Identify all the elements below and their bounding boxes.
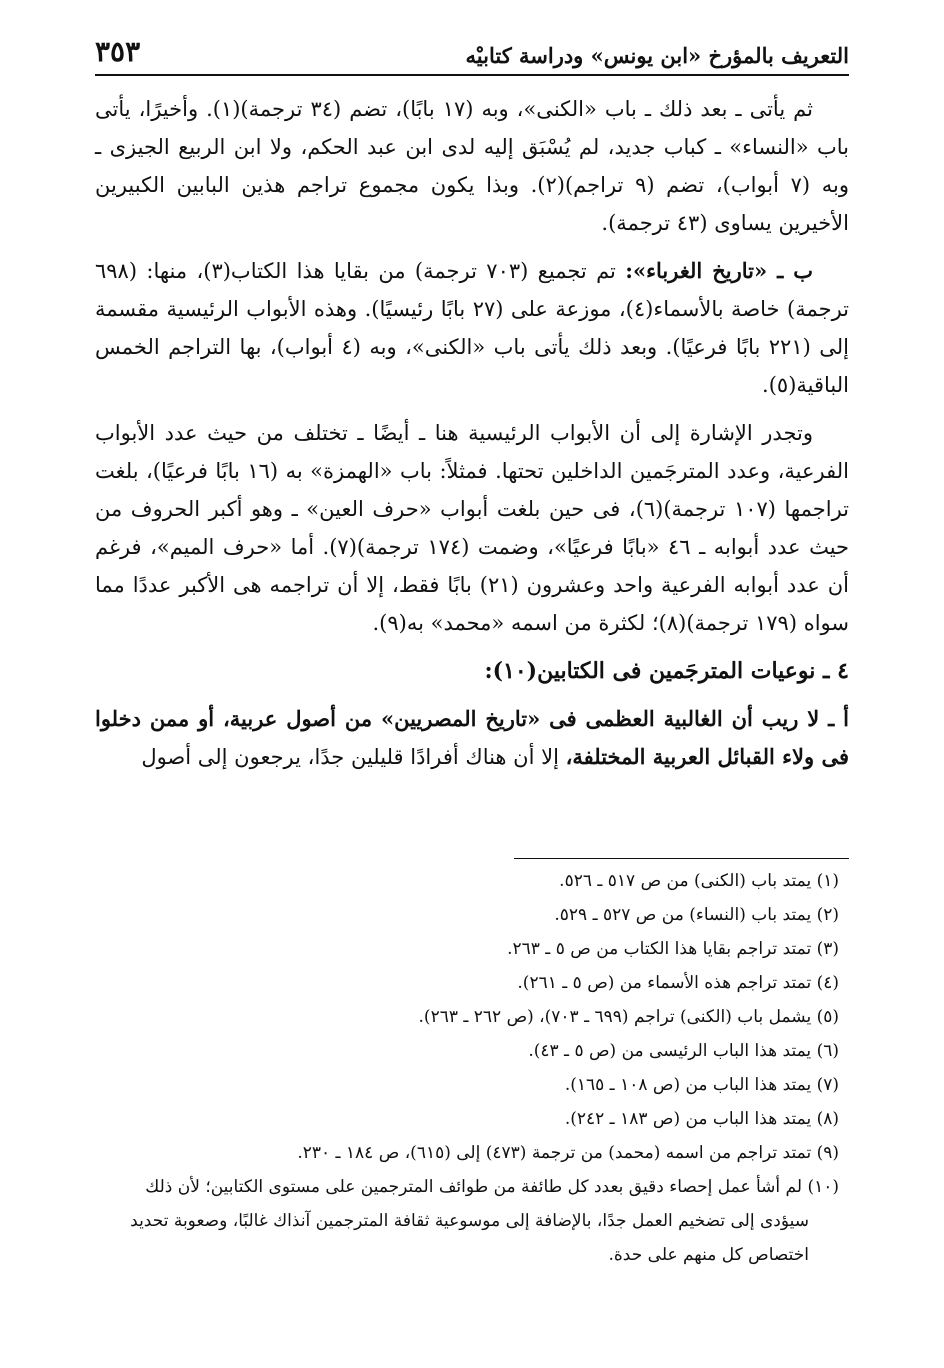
main-text: [95, 90, 849, 786]
paragraph-1: ثم يأتى ـ بعد ذلك ـ باب «الكنى»، وبه (١٧ بابًا)، تضم (٣٤ ترجمة)(١). وأخيرًا، يأتى باب «النساء» ـ كباب جديد، لم يُسْبَق إليه لدى ابن عبد الحكم، ولا ابن الربيع الجيزى ـ وبه (٧ أبواب)، تضم (٩ تراجم)(٢). وبذا يكون مجموع تراجم هذين البابين الكبيرين الأخيرين يساوى (٤٣ ترجمة).: [95, 97, 849, 235]
paragraph-4: [95, 700, 849, 776]
section-heading: ٤ ـ نوعيات المترجَمين فى الكتابين(١٠):: [484, 658, 849, 684]
footnote: (٣) تمتد تراجم بقايا هذا الكتاب من ص ٥ ـ ٢٦٣.: [507, 939, 839, 959]
footnote-separator: [514, 858, 849, 859]
footnote: (٥) يشمل باب (الكنى) تراجم (٦٩٩ ـ ٧٠٣)، (ص ٢٦٢ ـ ٢٦٣).: [418, 1007, 839, 1027]
paragraph-2-text: تم تجميع (٧٠٣ ترجمة) من بقايا هذا الكتاب(٣)، منها: (٦٩٨ ترجمة) خاصة بالأسماء(٤)، موزعة على (٢٧ بابًا رئيسيًا). وهذه الأبواب الرئيسية مقسمة إلى (٢٢١ بابًا فرعيًا). وبعد ذلك يأتى باب «الكنى»، وبه (٤ أبواب)، بها التراجم الخمس الباقية(٥).: [95, 259, 850, 397]
footnote: (٨) يمتد هذا الباب من (ص ١٨٣ ـ ٢٤٢).: [564, 1109, 839, 1129]
footnote: (٧) يمتد هذا الباب من (ص ١٠٨ ـ ١٦٥).: [564, 1075, 839, 1095]
page-number: ٣٥٣: [95, 35, 141, 68]
footnote: (٩) تمتد تراجم من اسمه (محمد) من ترجمة (٤٧٣) إلى (٦١٥)، ص ١٨٤ ـ ٢٣٠.: [297, 1143, 839, 1163]
paragraph-2: [95, 252, 849, 404]
paragraph-4-lead: أ ـ لا ريب أن الغالبية العظمى فى «تاريخ المصريين» من أصول عربية، أو ممن دخلوا فى ولاء القبائل العربية المختلفة،: [95, 706, 849, 769]
footnote: (٦) يمتد هذا الباب الرئيسى من (ص ٥ ـ ٤٣).: [528, 1041, 839, 1061]
running-title: التعريف بالمؤرخ «ابن يونس» ودراسة كتابيْه: [465, 43, 849, 68]
page-header: [95, 30, 849, 76]
footnote: (١٠) لم أشأ عمل إحصاء دقيق بعدد كل طائفة من طوائف المترجمين على مستوى الكتابين؛ لأن ذلك سيؤدى إلى تضخيم العمل جدًا، بالإضافة إلى موسوعية ثقافة المترجمين آنذاك غالبًا، وصعوبة تحديد اختصاص كل منهم على حدة.: [130, 1177, 839, 1265]
paragraph-4-text: إلا أن هناك أفرادًا قليلين جدًا، يرجعون إلى أصول: [141, 745, 566, 769]
paragraph-3: وتجدر الإشارة إلى أن الأبواب الرئيسية هنا ـ أيضًا ـ تختلف من حيث عدد الأبواب الفرعية، وعدد المترجَمين الداخلين تحتها. فمثلاً: باب «الهمزة» به (١٦ بابًا فرعيًا)، بلغت تراجمها (١٠٧ ترجمة)(٦)، فى حين بلغت أبواب «حرف العين» ـ وهو أكبر الحروف من حيث عدد أبوابه ـ ٤٦ «بابًا فرعيًا»، وضمت (١٧٤ ترجمة)(٧). أما «حرف الميم»، فرغم أن عدد أبوابه الفرعية واحد وعشرون (٢١) بابًا فقط، إلا أن تراجمه هى الأكبر عددًا مما سواه (١٧٩ ترجمة)(٨)؛ لكثرة من اسمه «محمد» به(٩).: [95, 421, 850, 635]
footnote: (١) يمتد باب (الكنى) من ص ٥١٧ ـ ٥٢٦.: [559, 871, 839, 891]
footnotes-list: [95, 864, 849, 1272]
paragraph-2-lead: ب ـ «تاريخ الغرباء»:: [625, 258, 813, 283]
footnote: (٤) تمتد تراجم هذه الأسماء من (ص ٥ ـ ٢٦١).: [517, 973, 839, 993]
footnote: (٢) يمتد باب (النساء) من ص ٥٢٧ ـ ٥٢٩.: [554, 905, 839, 925]
